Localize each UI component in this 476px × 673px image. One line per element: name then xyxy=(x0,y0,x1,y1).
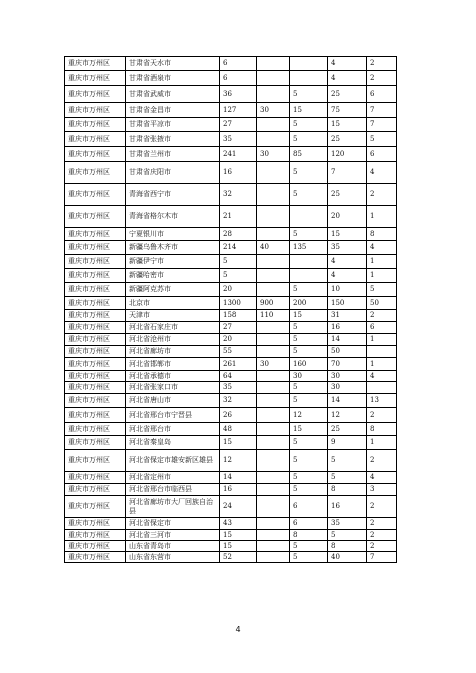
table-cell: 重庆市万州区 xyxy=(65,297,126,310)
table-cell: 重庆市万州区 xyxy=(65,382,126,394)
table-cell: 重庆市万州区 xyxy=(65,423,126,436)
table-cell: 2 xyxy=(367,496,397,518)
table-cell: 重庆市万州区 xyxy=(65,255,126,269)
table-cell: 重庆市万州区 xyxy=(65,346,126,358)
table-cell: 河北省邢台市临西县 xyxy=(126,484,220,496)
table-cell: 新疆伊宁市 xyxy=(126,255,220,269)
table-cell: 5 xyxy=(290,394,328,408)
table-cell: 48 xyxy=(220,423,257,436)
table-cell: 5 xyxy=(328,530,367,541)
table-cell: 5 xyxy=(290,552,328,563)
table-cell xyxy=(257,436,290,450)
table-cell xyxy=(257,371,290,382)
table-cell: 200 xyxy=(290,297,328,310)
table-cell: 重庆市万州区 xyxy=(65,147,126,162)
table-body xyxy=(65,57,397,563)
table-cell: 110 xyxy=(257,310,290,322)
table-cell: 15 xyxy=(290,310,328,322)
table-cell xyxy=(257,118,290,132)
table-cell: 15 xyxy=(220,541,257,552)
table-cell: 27 xyxy=(220,118,257,132)
table-cell: 甘肃省庆阳市 xyxy=(126,162,220,184)
table-cell: 5 xyxy=(290,322,328,334)
table-cell: 重庆市万州区 xyxy=(65,484,126,496)
table-cell: 5 xyxy=(290,118,328,132)
table-cell: 6 xyxy=(290,518,328,530)
table-cell: 重庆市万州区 xyxy=(65,57,126,71)
table-cell: 新疆乌鲁木齐市 xyxy=(126,241,220,255)
table-cell: 重庆市万州区 xyxy=(65,206,126,228)
table-cell: 山东省东营市 xyxy=(126,552,220,563)
table-row xyxy=(65,184,397,206)
table-cell: 重庆市万州区 xyxy=(65,496,126,518)
table-row xyxy=(65,450,397,472)
table-cell: 5 xyxy=(290,132,328,147)
table-cell: 河北省唐山市 xyxy=(126,394,220,408)
table-cell: 重庆市万州区 xyxy=(65,118,126,132)
table-cell: 7 xyxy=(367,118,397,132)
table-cell: 16 xyxy=(220,484,257,496)
table-cell xyxy=(257,484,290,496)
table-cell: 重庆市万州区 xyxy=(65,322,126,334)
table-cell xyxy=(257,255,290,269)
table-cell: 河北省邢台市 xyxy=(126,423,220,436)
transport-table xyxy=(64,56,397,563)
table-cell: 241 xyxy=(220,147,257,162)
table-cell: 重庆市万州区 xyxy=(65,162,126,184)
table-cell: 重庆市万州区 xyxy=(65,552,126,563)
table-cell: 8 xyxy=(367,423,397,436)
table-cell: 4 xyxy=(367,472,397,484)
table-cell: 5 xyxy=(290,184,328,206)
table-cell: 900 xyxy=(257,297,290,310)
table-cell: 27 xyxy=(220,322,257,334)
table-cell: 35 xyxy=(328,518,367,530)
table-cell: 40 xyxy=(328,552,367,563)
table-cell: 85 xyxy=(290,147,328,162)
table-cell: 2 xyxy=(367,184,397,206)
page-number: 4 xyxy=(235,625,241,634)
table-cell: 4 xyxy=(367,162,397,184)
table-cell: 重庆市万州区 xyxy=(65,371,126,382)
table-cell: 4 xyxy=(328,269,367,283)
table-cell: 36 xyxy=(220,86,257,103)
table-cell: 12 xyxy=(290,408,328,423)
table-cell xyxy=(257,184,290,206)
table-cell: 14 xyxy=(328,394,367,408)
table-cell: 5 xyxy=(290,472,328,484)
table-cell: 32 xyxy=(220,394,257,408)
table-cell: 24 xyxy=(220,496,257,518)
table-cell: 8 xyxy=(290,530,328,541)
table-cell: 15 xyxy=(290,423,328,436)
table-cell: 158 xyxy=(220,310,257,322)
table-cell: 8 xyxy=(328,484,367,496)
table-cell xyxy=(257,132,290,147)
table-row xyxy=(65,436,397,450)
table-cell: 64 xyxy=(220,371,257,382)
table-cell: 新疆阿克苏市 xyxy=(126,283,220,297)
table-cell: 9 xyxy=(328,436,367,450)
table-cell xyxy=(257,269,290,283)
table-cell: 2 xyxy=(367,518,397,530)
table-cell: 重庆市万州区 xyxy=(65,103,126,118)
table-cell: 6 xyxy=(367,86,397,103)
table-cell: 21 xyxy=(220,206,257,228)
table-row xyxy=(65,371,397,382)
table-cell: 重庆市万州区 xyxy=(65,71,126,86)
table-cell: 新疆哈密市 xyxy=(126,269,220,283)
table-cell: 重庆市万州区 xyxy=(65,310,126,322)
table-cell: 重庆市万州区 xyxy=(65,86,126,103)
table-cell: 15 xyxy=(328,228,367,241)
table-cell: 16 xyxy=(328,322,367,334)
table-cell: 5 xyxy=(367,132,397,147)
table-cell: 重庆市万州区 xyxy=(65,228,126,241)
table-cell: 重庆市万州区 xyxy=(65,541,126,552)
table-cell: 河北省廊坊市大厂回族自治县 xyxy=(126,496,220,518)
table-row xyxy=(65,541,397,552)
table-cell: 70 xyxy=(328,358,367,371)
table-row xyxy=(65,552,397,563)
table-cell: 5 xyxy=(328,472,367,484)
table-cell: 5 xyxy=(290,86,328,103)
table-cell: 3 xyxy=(367,484,397,496)
table-cell xyxy=(367,382,397,394)
table-cell xyxy=(257,162,290,184)
table-cell: 40 xyxy=(257,241,290,255)
table-cell: 25 xyxy=(328,184,367,206)
table-cell: 2 xyxy=(367,310,397,322)
table-cell xyxy=(367,346,397,358)
table-row xyxy=(65,118,397,132)
table-cell: 河北省三河市 xyxy=(126,530,220,541)
table-cell xyxy=(290,57,328,71)
table-cell xyxy=(257,518,290,530)
table-cell: 甘肃省平凉市 xyxy=(126,118,220,132)
table-cell: 52 xyxy=(220,552,257,563)
table-cell: 30 xyxy=(257,147,290,162)
table-cell xyxy=(257,408,290,423)
table-cell: 5 xyxy=(290,484,328,496)
table-cell: 河北省石家庄市 xyxy=(126,322,220,334)
table-cell: 30 xyxy=(328,382,367,394)
table-row xyxy=(65,228,397,241)
table-cell: 河北省沧州市 xyxy=(126,334,220,346)
table-cell: 4 xyxy=(328,57,367,71)
table-cell: 1 xyxy=(367,334,397,346)
table-cell: 13 xyxy=(367,394,397,408)
table-cell xyxy=(290,71,328,86)
table-cell: 1 xyxy=(367,269,397,283)
table-cell: 2 xyxy=(367,408,397,423)
table-cell: 160 xyxy=(290,358,328,371)
table-row xyxy=(65,57,397,71)
table-row xyxy=(65,71,397,86)
table-row xyxy=(65,408,397,423)
table-cell: 75 xyxy=(328,103,367,118)
table-cell: 6 xyxy=(220,57,257,71)
table-row xyxy=(65,86,397,103)
table-cell: 2 xyxy=(367,57,397,71)
table-cell: 35 xyxy=(220,132,257,147)
table-cell: 宁夏银川市 xyxy=(126,228,220,241)
table-row xyxy=(65,132,397,147)
table-cell: 河北省保定市 xyxy=(126,518,220,530)
table-cell: 6 xyxy=(290,496,328,518)
table-cell: 重庆市万州区 xyxy=(65,530,126,541)
table-cell: 150 xyxy=(328,297,367,310)
table-cell: 6 xyxy=(367,322,397,334)
table-cell: 261 xyxy=(220,358,257,371)
table-cell: 50 xyxy=(367,297,397,310)
table-row xyxy=(65,269,397,283)
table-cell: 1 xyxy=(367,358,397,371)
table-cell: 20 xyxy=(220,334,257,346)
table-cell: 2 xyxy=(367,450,397,472)
table-cell: 青海省西宁市 xyxy=(126,184,220,206)
table-cell xyxy=(257,57,290,71)
table-cell: 重庆市万州区 xyxy=(65,283,126,297)
table-cell: 120 xyxy=(328,147,367,162)
table-cell: 5 xyxy=(290,283,328,297)
table-cell: 5 xyxy=(290,162,328,184)
table-cell: 河北省承德市 xyxy=(126,371,220,382)
table-cell: 河北省保定市雄安新区雄县 xyxy=(126,450,220,472)
table-cell: 河北省秦皇岛 xyxy=(126,436,220,450)
table-cell: 28 xyxy=(220,228,257,241)
table-cell: 重庆市万州区 xyxy=(65,518,126,530)
table-cell: 重庆市万州区 xyxy=(65,408,126,423)
table-cell: 5 xyxy=(220,269,257,283)
table-cell: 7 xyxy=(367,552,397,563)
table-cell: 30 xyxy=(290,371,328,382)
table-cell: 26 xyxy=(220,408,257,423)
table-cell: 重庆市万州区 xyxy=(65,436,126,450)
table-cell: 5 xyxy=(290,228,328,241)
table-row xyxy=(65,518,397,530)
table-cell: 15 xyxy=(220,530,257,541)
table-cell: 甘肃省武威市 xyxy=(126,86,220,103)
table-cell: 7 xyxy=(328,162,367,184)
table-cell: 12 xyxy=(220,450,257,472)
table-cell: 河北省廊坊市 xyxy=(126,346,220,358)
table-cell: 25 xyxy=(328,86,367,103)
table-cell: 重庆市万州区 xyxy=(65,184,126,206)
table-cell: 重庆市万州区 xyxy=(65,334,126,346)
table-cell: 30 xyxy=(328,371,367,382)
table-row xyxy=(65,297,397,310)
table-cell xyxy=(257,322,290,334)
table-row xyxy=(65,346,397,358)
table-row xyxy=(65,310,397,322)
table-cell xyxy=(257,496,290,518)
table-row xyxy=(65,530,397,541)
table-cell xyxy=(257,472,290,484)
table-cell: 2 xyxy=(367,530,397,541)
table-cell: 32 xyxy=(220,184,257,206)
table-cell xyxy=(257,86,290,103)
table-cell: 河北省邢台市宁晋县 xyxy=(126,408,220,423)
table-cell: 天津市 xyxy=(126,310,220,322)
table-cell: 山东省青岛市 xyxy=(126,541,220,552)
table-cell: 31 xyxy=(328,310,367,322)
table-cell: 6 xyxy=(220,71,257,86)
table-cell: 14 xyxy=(328,334,367,346)
table-cell xyxy=(257,423,290,436)
table-cell: 35 xyxy=(328,241,367,255)
table-cell: 5 xyxy=(290,436,328,450)
table-cell xyxy=(290,269,328,283)
table-cell: 1 xyxy=(367,255,397,269)
table-cell: 16 xyxy=(328,496,367,518)
table-cell xyxy=(257,71,290,86)
table-cell: 重庆市万州区 xyxy=(65,358,126,371)
table-cell: 甘肃省天水市 xyxy=(126,57,220,71)
table-cell: 重庆市万州区 xyxy=(65,450,126,472)
table-cell xyxy=(257,334,290,346)
table-cell: 5 xyxy=(290,450,328,472)
table-cell: 甘肃省金昌市 xyxy=(126,103,220,118)
table-cell xyxy=(257,283,290,297)
table-cell: 55 xyxy=(220,346,257,358)
table-cell: 25 xyxy=(328,132,367,147)
table-cell: 135 xyxy=(290,241,328,255)
table-row xyxy=(65,484,397,496)
table-row xyxy=(65,322,397,334)
table-cell: 重庆市万州区 xyxy=(65,241,126,255)
table-cell: 7 xyxy=(367,103,397,118)
table-cell: 河北省邯郸市 xyxy=(126,358,220,371)
table-cell: 127 xyxy=(220,103,257,118)
table-cell: 35 xyxy=(220,382,257,394)
table-cell xyxy=(257,382,290,394)
table-cell: 15 xyxy=(328,118,367,132)
table-cell: 4 xyxy=(328,71,367,86)
table-cell: 甘肃省兰州市 xyxy=(126,147,220,162)
table-cell: 4 xyxy=(367,371,397,382)
table-cell: 43 xyxy=(220,518,257,530)
table-row xyxy=(65,241,397,255)
table-row xyxy=(65,423,397,436)
table-cell: 25 xyxy=(328,423,367,436)
table-cell: 4 xyxy=(328,255,367,269)
table-cell: 1 xyxy=(367,206,397,228)
table-cell: 2 xyxy=(367,71,397,86)
table-cell: 30 xyxy=(257,358,290,371)
table-row xyxy=(65,147,397,162)
table-cell: 青海省格尔木市 xyxy=(126,206,220,228)
table-cell: 4 xyxy=(367,241,397,255)
table-cell: 12 xyxy=(328,408,367,423)
table-cell: 30 xyxy=(257,103,290,118)
table-cell xyxy=(257,530,290,541)
table-cell: 5 xyxy=(290,541,328,552)
table-row xyxy=(65,334,397,346)
table-cell: 14 xyxy=(220,472,257,484)
table-cell: 河北省张家口市 xyxy=(126,382,220,394)
table-cell: 5 xyxy=(290,382,328,394)
table-cell xyxy=(290,255,328,269)
table-cell: 重庆市万州区 xyxy=(65,269,126,283)
table-cell xyxy=(257,541,290,552)
table-cell: 2 xyxy=(367,541,397,552)
table-cell: 重庆市万州区 xyxy=(65,472,126,484)
table-row xyxy=(65,496,397,518)
table-cell xyxy=(257,206,290,228)
table-cell: 1300 xyxy=(220,297,257,310)
table-cell xyxy=(257,552,290,563)
table-row xyxy=(65,472,397,484)
table-row xyxy=(65,283,397,297)
table-cell: 重庆市万州区 xyxy=(65,394,126,408)
table-row xyxy=(65,206,397,228)
table-cell xyxy=(257,346,290,358)
table-cell: 5 xyxy=(367,283,397,297)
table-cell: 8 xyxy=(367,228,397,241)
table-cell xyxy=(257,394,290,408)
table-cell: 6 xyxy=(367,147,397,162)
table-cell xyxy=(257,450,290,472)
table-cell xyxy=(290,206,328,228)
table-cell: 20 xyxy=(220,283,257,297)
table-cell: 15 xyxy=(290,103,328,118)
table-cell: 214 xyxy=(220,241,257,255)
table-cell: 5 xyxy=(290,346,328,358)
table-row xyxy=(65,394,397,408)
table-cell: 甘肃省酒泉市 xyxy=(126,71,220,86)
table-cell: 河北省定州市 xyxy=(126,472,220,484)
table-row xyxy=(65,162,397,184)
table-cell: 10 xyxy=(328,283,367,297)
table-cell: 1 xyxy=(367,436,397,450)
table-cell: 16 xyxy=(220,162,257,184)
table-cell: 8 xyxy=(328,541,367,552)
table-row xyxy=(65,358,397,371)
table-cell: 20 xyxy=(328,206,367,228)
table-cell: 15 xyxy=(220,436,257,450)
table-cell: 50 xyxy=(328,346,367,358)
table-row xyxy=(65,255,397,269)
table-cell: 5 xyxy=(220,255,257,269)
table-cell xyxy=(257,228,290,241)
table-cell: 5 xyxy=(328,450,367,472)
table-cell: 北京市 xyxy=(126,297,220,310)
table-cell: 5 xyxy=(290,334,328,346)
table-row xyxy=(65,382,397,394)
table-cell: 重庆市万州区 xyxy=(65,132,126,147)
table-row xyxy=(65,103,397,118)
table-cell: 甘肃省张掖市 xyxy=(126,132,220,147)
